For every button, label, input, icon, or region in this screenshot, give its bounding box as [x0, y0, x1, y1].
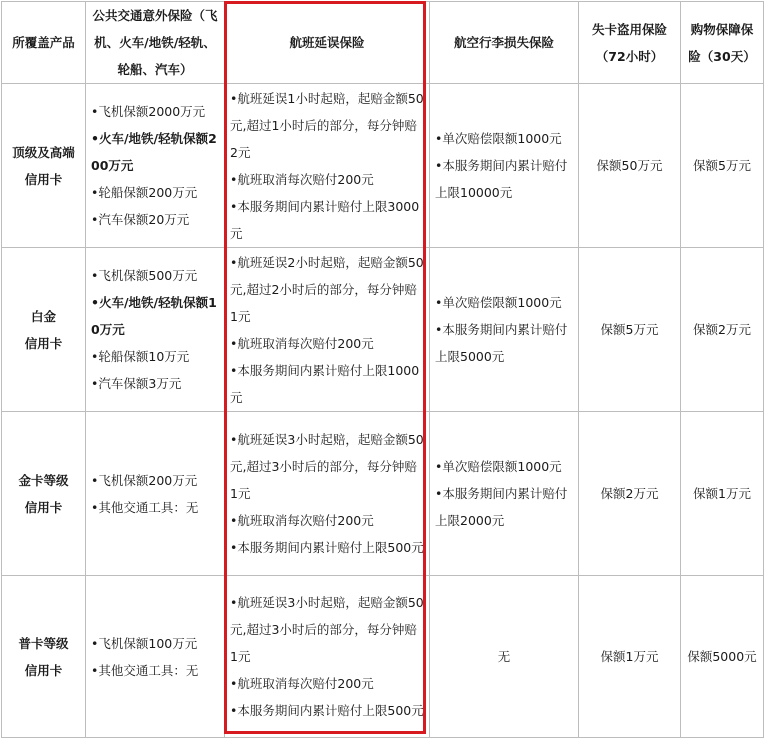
transport-item: •火车/地铁/轻轨保额10万元: [91, 295, 217, 337]
card-tier-suffix: 信用卡: [24, 499, 63, 515]
transport-item: •轮船保额200万元: [91, 185, 198, 200]
baggage-item: 无: [497, 649, 511, 664]
lost-card-cell: 保额5万元: [579, 248, 681, 412]
transport-item: •飞机保额200万元: [91, 472, 198, 488]
header-row: [2, 2, 764, 84]
card-tier-cell: [2, 576, 86, 738]
delay-item: •航班取消每次赔付200元: [230, 513, 374, 528]
delay-item: •航班延误2小时起赔，起赔金额50元,超过2小时后的部分，每分钟赔1元: [230, 254, 424, 324]
flight-delay-cell: [225, 248, 430, 412]
baggage-item: •单次赔偿限额1000元: [435, 295, 562, 310]
transport-item: •汽车保额3万元: [91, 376, 182, 391]
delay-item: •本服务期间内累计赔付上限3000元: [230, 198, 420, 241]
transport-item: •其他交通工具：无: [91, 499, 199, 515]
baggage-item: •单次赔偿限额1000元: [435, 459, 562, 474]
baggage-cell: [430, 248, 579, 412]
header-lost-card: 失卡盗用保险（72小时）: [579, 2, 681, 84]
transport-item: •飞机保额500万元: [91, 268, 198, 283]
table-row: [2, 576, 764, 738]
table-row: [2, 84, 764, 248]
delay-item: •航班取消每次赔付200元: [230, 676, 374, 691]
transport-item: •轮船保额10万元: [91, 349, 190, 364]
purchase-cell: 保额1万元: [681, 412, 764, 576]
delay-item: •航班取消每次赔付200元: [230, 171, 374, 187]
flight-delay-cell: [225, 84, 430, 248]
baggage-cell: [430, 84, 579, 248]
baggage-cell: [430, 412, 579, 576]
delay-item: •本服务期间内累计赔付上限500元: [230, 703, 424, 718]
baggage-item: •本服务期间内累计赔付上限10000元: [435, 158, 568, 200]
card-tier-cell: [2, 248, 86, 412]
delay-item: •航班延误3小时起赔，起赔金额50元,超过3小时后的部分，每分钟赔1元: [230, 595, 424, 664]
transport-cell: [86, 412, 225, 576]
insurance-comparison-table: [1, 1, 764, 738]
transport-cell: [86, 84, 225, 248]
transport-item: •火车/地铁/轻轨保额200万元: [91, 131, 217, 173]
delay-item: •航班延误3小时起赔，起赔金额50元,超过3小时后的部分，每分钟赔1元: [230, 432, 424, 501]
header-transport: 公共交通意外保险（飞机、火车/地铁/轻轨、轮船、汽车）: [86, 2, 225, 84]
purchase-cell: 保额2万元: [681, 248, 764, 412]
transport-cell: [86, 248, 225, 412]
delay-item: •本服务期间内累计赔付上限500元: [230, 540, 424, 555]
purchase-cell: 保额5万元: [681, 84, 764, 248]
baggage-cell: [430, 576, 579, 738]
transport-item: •汽车保额20万元: [91, 212, 190, 227]
lost-card-cell: 保额2万元: [579, 412, 681, 576]
delay-item: •航班取消每次赔付200元: [230, 335, 374, 351]
table-row: [2, 412, 764, 576]
header-purchase: 购物保障保险（30天）: [681, 2, 764, 84]
transport-item: •其他交通工具：无: [91, 662, 199, 678]
header-flight-delay: 航班延误保险: [225, 2, 430, 84]
card-tier-name: 顶级及高端: [12, 144, 75, 160]
lost-card-cell: 保额1万元: [579, 576, 681, 738]
purchase-cell: 保额5000元: [681, 576, 764, 738]
header-product: 所覆盖产品: [2, 2, 86, 84]
baggage-item: •单次赔偿限额1000元: [435, 131, 562, 146]
card-tier-cell: [2, 84, 86, 248]
header-baggage: 航空行李损失保险: [430, 2, 579, 84]
baggage-item: •本服务期间内累计赔付上限2000元: [435, 486, 568, 528]
transport-item: •飞机保额2000万元: [91, 104, 206, 119]
transport-cell: [86, 576, 225, 738]
transport-item: •飞机保额100万元: [91, 635, 198, 651]
table-row: [2, 248, 764, 412]
card-tier-name: 普卡等级: [18, 635, 69, 651]
card-tier-suffix: 信用卡: [24, 335, 63, 351]
baggage-item: •本服务期间内累计赔付上限5000元: [435, 322, 568, 364]
lost-card-cell: 保额50万元: [579, 84, 681, 248]
card-tier-name: 金卡等级: [18, 472, 69, 488]
delay-item: •本服务期间内累计赔付上限1000元: [230, 362, 420, 405]
flight-delay-cell: [225, 576, 430, 738]
delay-item: •航班延误1小时起赔，起赔金额50元,超过1小时后的部分，每分钟赔2元: [230, 90, 424, 160]
card-tier-name: 白金: [30, 308, 56, 324]
flight-delay-cell: [225, 412, 430, 576]
card-tier-suffix: 信用卡: [24, 662, 63, 678]
card-tier-cell: [2, 412, 86, 576]
card-tier-suffix: 信用卡: [24, 171, 63, 187]
